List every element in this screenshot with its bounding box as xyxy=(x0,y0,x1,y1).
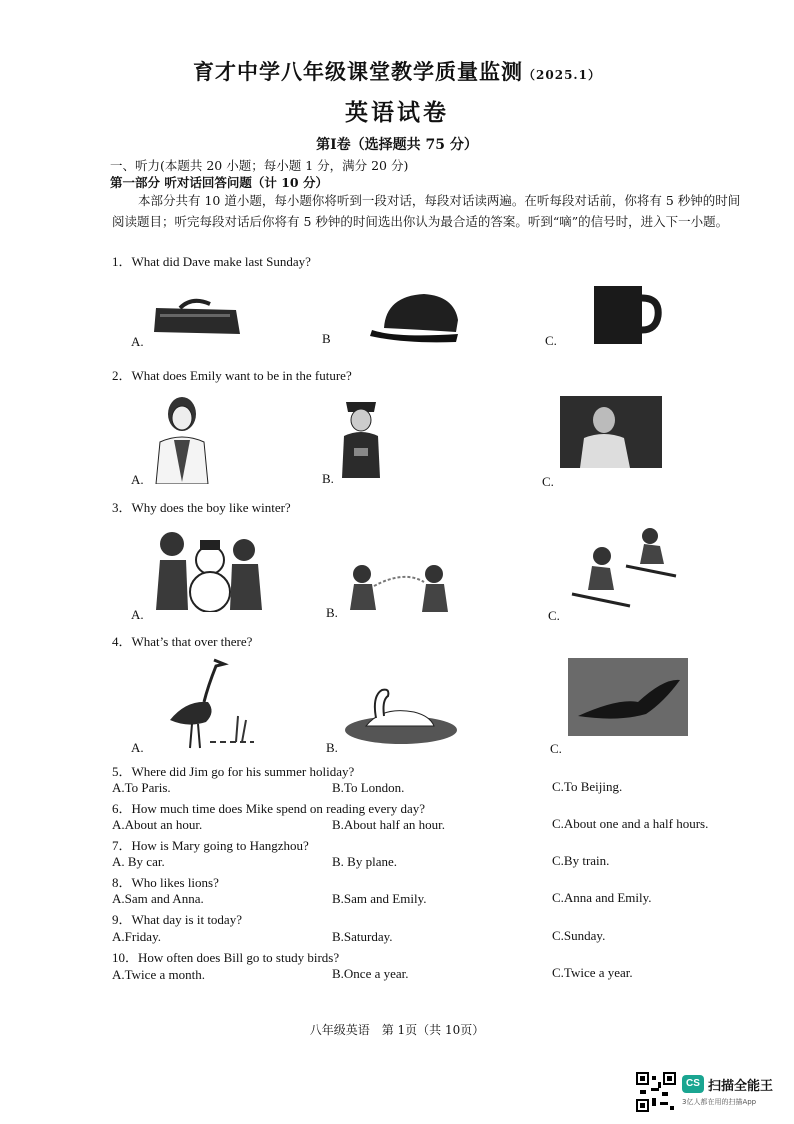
exam-date: （2025.1） xyxy=(523,68,601,82)
q3-option-b-label: B. xyxy=(326,605,338,620)
instructions: 本部分共有 10 道小题，每小题你将听到一段对话，每段对话读两遍。在听每段对话前，你将有 5 秒钟的时间阅读题目；听完每段对话后你将有 5 秒钟的时间选出你认为最合适的答案。听到“嘀”的信号时，进入下一小题。 xyxy=(112,193,741,229)
section-heading: 一、听力(本题共 20 小题；每小题 1 分，满分 20 分) xyxy=(110,158,409,173)
q7-option-b: B. By plane. xyxy=(332,854,397,869)
q7-option-c: C.By train. xyxy=(552,853,610,868)
eagle-icon xyxy=(568,658,688,736)
question-1: 1．What did Dave make last Sunday? xyxy=(112,254,311,269)
question-2: 2．What does Emily want to be in the future? xyxy=(112,368,352,383)
q9-option-c: C.Sunday. xyxy=(552,928,606,943)
title-text: 育才中学八年级课堂教学质量监测 xyxy=(193,59,524,84)
question-10: 10．How often does Bill go to study birds? xyxy=(112,950,340,965)
q6-option-c: C.About one and a half hours. xyxy=(552,816,709,831)
q4-option-a-label: A. xyxy=(131,740,144,755)
q6-option-a: A.About an hour. xyxy=(112,817,203,832)
q7-option-a: A. By car. xyxy=(112,854,165,869)
q2-option-a-label: A. xyxy=(131,472,144,487)
q4-option-b-label: B. xyxy=(326,740,338,755)
camscanner-tagline: 3亿人都在用的扫描App xyxy=(682,1098,757,1106)
q1-option-a-label: A. xyxy=(131,334,144,349)
doctor-woman-icon xyxy=(150,392,214,484)
police-officer-icon xyxy=(336,392,386,478)
teacher-at-board-icon xyxy=(560,396,662,468)
crane-bird-icon xyxy=(156,656,256,750)
q8-option-a: A.Sam and Anna. xyxy=(112,891,204,906)
q1-option-b-label: B xyxy=(322,331,331,346)
q4-option-c-label: C. xyxy=(550,741,562,756)
snowball-fight-icon xyxy=(344,560,456,616)
question-6: 6．How much time does Mike spend on reading every day? xyxy=(112,801,426,816)
snowman-kids-icon xyxy=(152,520,270,612)
skiing-kids-icon xyxy=(568,524,680,610)
q2-option-c-label: C. xyxy=(542,474,554,489)
question-4: 4．What’s that over there? xyxy=(112,634,253,649)
volume-heading: 第Ⅰ卷（选择题共 75 分） xyxy=(316,137,478,153)
q10-option-b: B.Once a year. xyxy=(332,966,409,981)
q2-option-b-label: B. xyxy=(322,471,334,486)
question-9: 9．What day is it today? xyxy=(112,912,242,927)
q10-option-a: A.Twice a month. xyxy=(112,967,205,982)
page-footer: 八年级英语 第 1页（共 10页） xyxy=(309,1023,485,1037)
exam-title xyxy=(0,56,794,86)
q5-option-b: B.To London. xyxy=(332,780,405,795)
q1-option-c-label: C. xyxy=(545,333,557,348)
q3-option-c-label: C. xyxy=(548,608,560,623)
q8-option-b: B.Sam and Emily. xyxy=(332,891,427,906)
swan-icon xyxy=(342,686,460,746)
bag-icon xyxy=(150,296,246,340)
q3-option-a-label: A. xyxy=(131,607,144,622)
question-7: 7．How is Mary going to Hangzhou? xyxy=(112,838,309,853)
mug-icon xyxy=(590,284,662,346)
q10-option-c: C.Twice a year. xyxy=(552,965,633,980)
q6-option-b: B.About half an hour. xyxy=(332,817,446,832)
question-5: 5．Where did Jim go for his summer holiday? xyxy=(112,764,355,779)
q5-option-c: C.To Beijing. xyxy=(552,779,623,794)
exam-subject: 英语试卷 xyxy=(345,99,449,126)
cap-icon xyxy=(366,290,466,346)
camscanner-name: 扫描全能王 xyxy=(708,1079,774,1094)
question-8: 8．Who likes lions? xyxy=(112,875,219,890)
q8-option-c: C.Anna and Emily. xyxy=(552,890,652,905)
part-heading: 第一部分 听对话回答问题（计 10 分） xyxy=(110,175,328,190)
qr-code-icon xyxy=(636,1072,676,1112)
q9-option-b: B.Saturday. xyxy=(332,929,393,944)
q5-option-a: A.To Paris. xyxy=(112,780,171,795)
question-3: 3．Why does the boy like winter? xyxy=(112,500,291,515)
q9-option-a: A.Friday. xyxy=(112,929,161,944)
camscanner-logo: CS xyxy=(682,1075,704,1093)
